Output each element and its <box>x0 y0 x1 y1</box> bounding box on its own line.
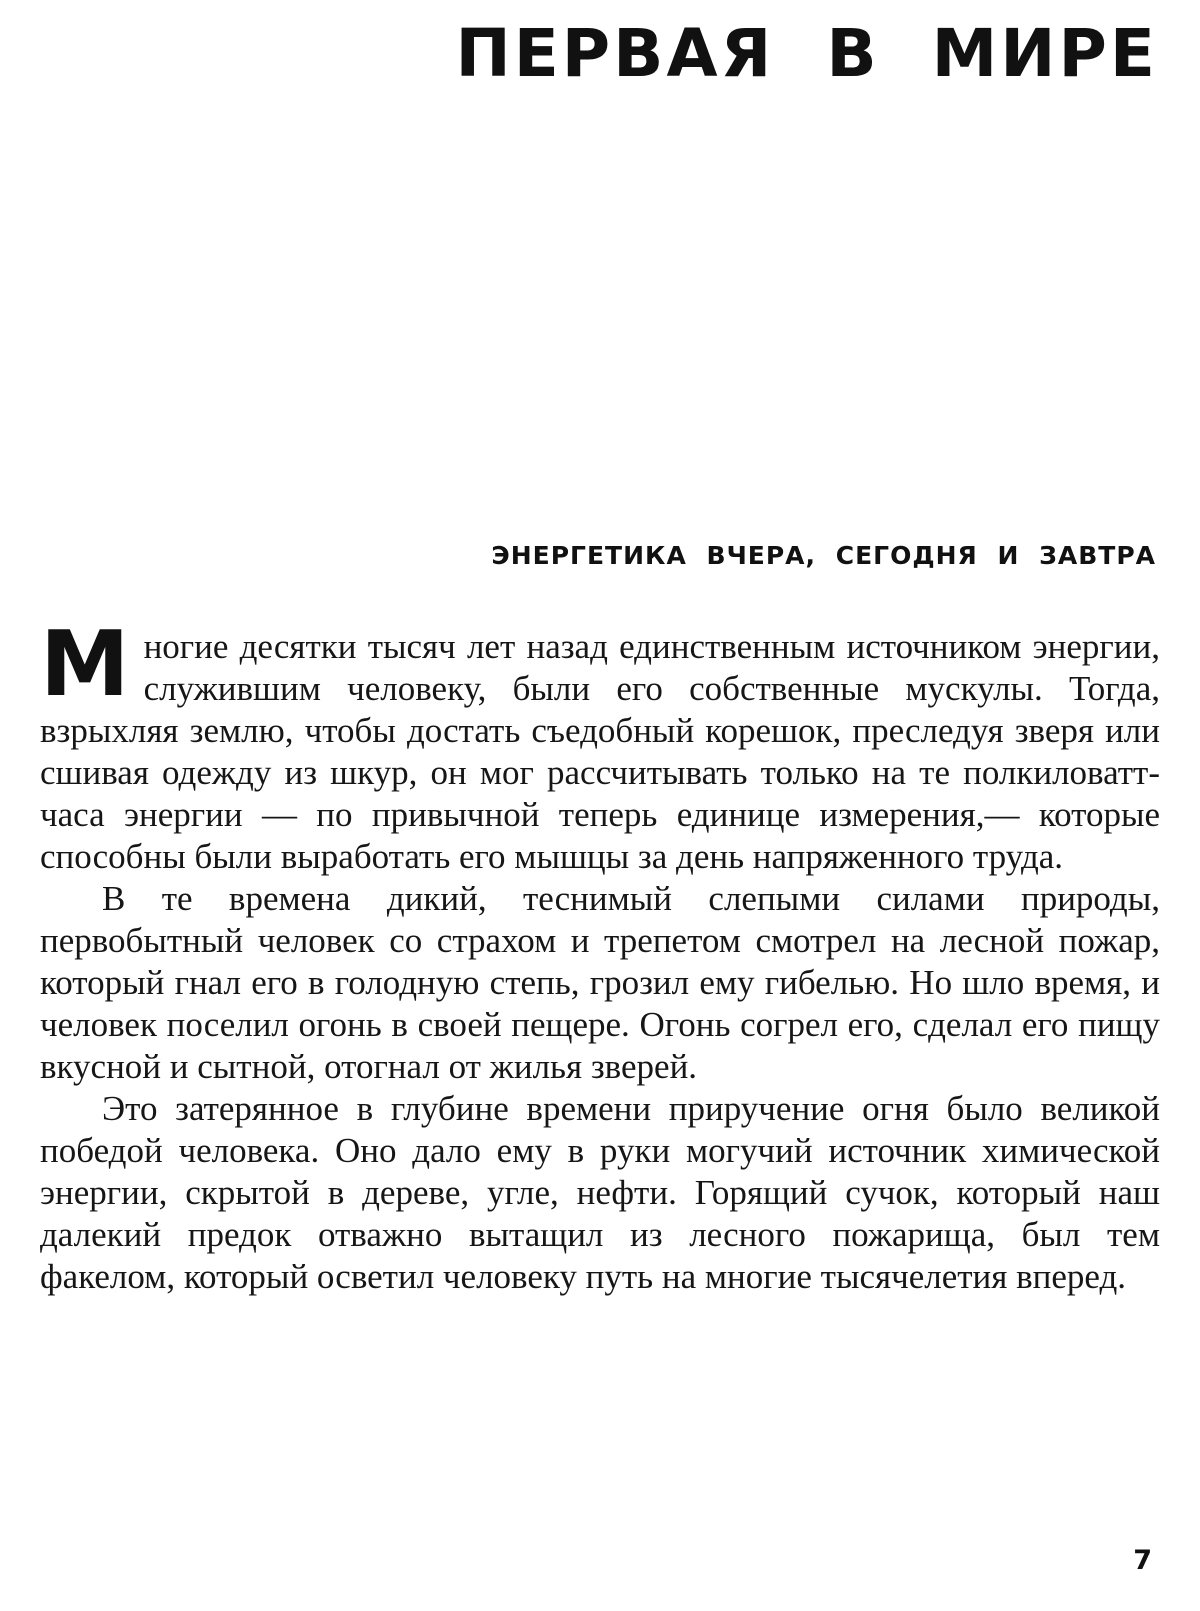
paragraph-3: Это затерянное в глубине времени приручение огня было великой победой человека. Оно дало ему в руки могучий источник химической энергии, скрытой в дереве, угле, нефти. Горящий сучок, который наш далекий предок отважно вытащил из лесного пожарища, был тем факелом, который осветил человеку путь на многие тысячелетия вперед. <box>40 1089 1160 1296</box>
chapter-subtitle: ЭНЕРГЕТИКА ВЧЕРА, СЕГОДНЯ И ЗАВТРА <box>491 541 1156 570</box>
drop-cap: М <box>40 612 130 717</box>
page-number: 7 <box>1133 1545 1152 1576</box>
paragraph-2: В те времена дикий, теснимый слепыми силами природы, первобытный человек со страхом и трепетом смотрел на лесной пожар, который гнал его в голодную степь, грозил ему гибелью. Но шло время, и человек поселил огонь в своей пещере. Огонь согрел его, сделал его пищу вкусной и сытной, отогнал от жилья зверей. <box>40 879 1160 1086</box>
paragraph-1-text: ногие десятки тысяч лет назад единственным источником энергии, служившим человеку, были его собственные мускулы. Тогда, взрыхляя землю, чтобы достать съедобный корешок, преследуя зверя или сшивая одежду из шкур, он мог рассчитывать только на те полкиловатт-часа энергии — по привычной теперь единице измерения,— которые способны были выработать его мышцы за день напряженного труда. <box>40 627 1160 876</box>
chapter-title: ПЕРВАЯ В МИРЕ <box>455 15 1158 92</box>
body-text <box>40 612 1160 1298</box>
paragraph-1 <box>40 612 1160 878</box>
